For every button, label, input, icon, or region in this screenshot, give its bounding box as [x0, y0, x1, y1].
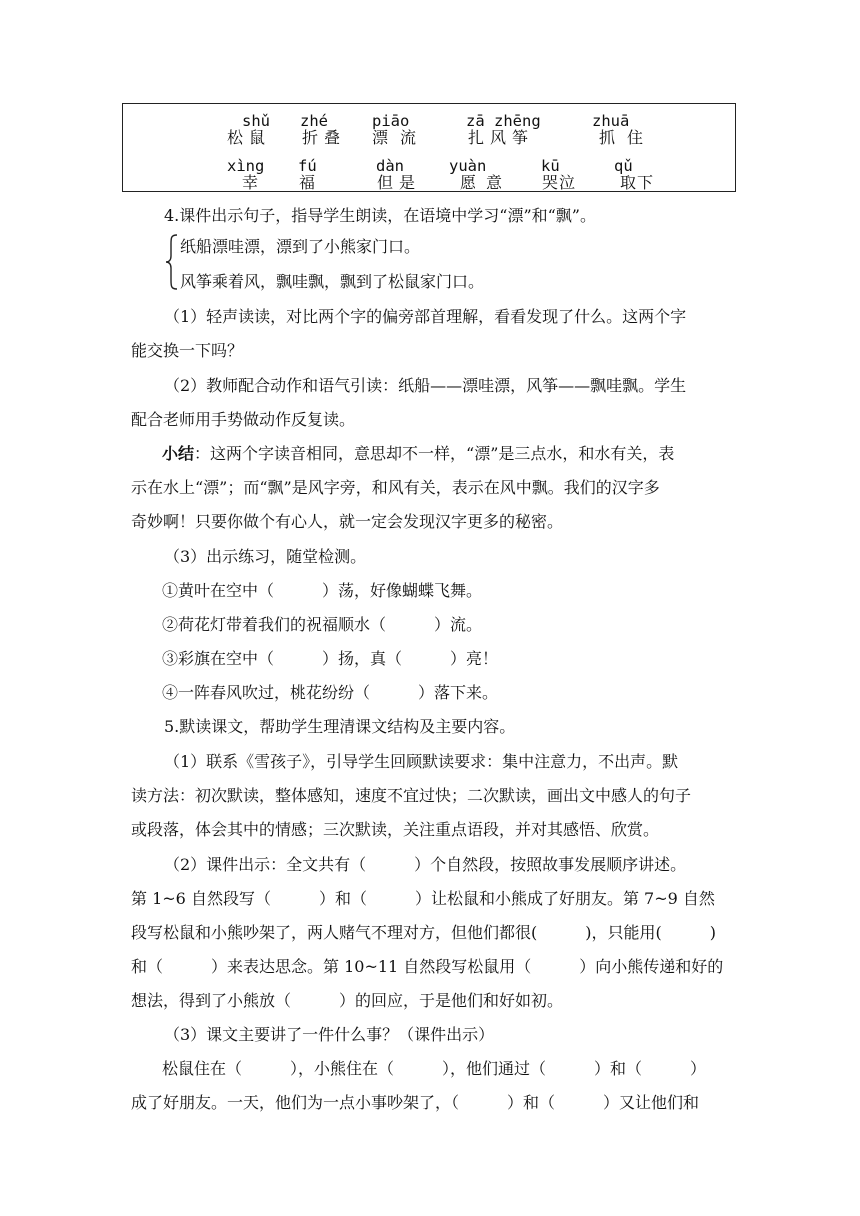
hanzi-kuqi: 哭泣: [542, 173, 577, 192]
para-1-line-1: （1）轻声读读，对比两个字的偏旁部首理解，看看发现了什么。这两个字: [164, 307, 687, 326]
q2-line-1: （2）课件出示：全文共有（ ）个自然段，按照故事发展顺序讲述。: [164, 855, 687, 874]
exercise-1: ①黄叶在空中（ ）荡，好像蝴蝶飞舞。: [162, 581, 483, 600]
hanzi-fu: 福: [299, 173, 318, 192]
exercise-4: ④一阵春风吹过，桃花纷纷（ ）落下来。: [162, 683, 499, 702]
q1-line-3: 或段落，体会其中的情感；三次默读，关注重点语段，并对其感悟、欣赏。: [131, 820, 660, 839]
para-1-line-2: 能交换一下吗？: [131, 341, 244, 360]
pinyin-xing: xìng: [227, 157, 265, 175]
hanzi-songshu: 松鼠: [227, 128, 272, 147]
q2-line-3: 段写松鼠和小熊吵架了，两人赌气不理对方，但他们都很( )，只能用( ): [131, 923, 716, 942]
heading-5: 5.默读课文，帮助学生理清课文结构及主要内容。: [164, 717, 516, 736]
summary-line-3: 奇妙啊！只要你做个有心人，就一定会发现汉字更多的秘密。: [131, 512, 564, 531]
hanzi-yuanyi: 愿意: [460, 173, 513, 192]
main-content-line-1: 松鼠住在（ ），小熊住在（ ），他们通过（ ）和（ ）: [162, 1059, 707, 1078]
pinyin-zhua: zhuā: [592, 112, 630, 130]
summary-text: ：这两个字读音相同，意思却不一样，“漂”是三点水，和水有关，表: [194, 444, 675, 463]
heading-4: 4.课件出示句子，指导学生朗读，在语境中学习“漂”和“飘”。: [164, 206, 596, 225]
pinyin-table: [122, 103, 736, 192]
q1-line-1: （1）联系《雪孩子》，引导学生回顾默读要求：集中注意力，不出声。默: [164, 752, 679, 771]
exercise-3: ③彩旗在空中（ ）扬，真（ ）亮！: [162, 649, 499, 668]
q2-line-2: 第 1~6 自然段写（ ）和（ ）让松鼠和小熊成了好朋友。第 7~9 自然: [131, 889, 715, 908]
q2-line-4: 和（ ）来表达思念。第 10~11 自然段写松鼠用（ ）向小熊传递和好的: [131, 957, 724, 976]
para-3: （3）出示练习，随堂检测。: [164, 547, 367, 566]
brace-icon: [165, 234, 179, 290]
q3: （3）课文主要讲了一件什么事？（课件出示）: [164, 1025, 495, 1044]
pinyin-dan: dàn: [376, 157, 404, 175]
q2-line-5: 想法，得到了小熊放（ ）的回应，于是他们和好如初。: [131, 991, 564, 1010]
hanzi-zhuazhu: 抓住: [599, 128, 656, 147]
para-2-line-1: （2）教师配合动作和语气引读：纸船——漂哇漂，风筝——飘哇飘。学生: [164, 376, 687, 395]
pinyin-qu: qǔ: [614, 157, 633, 175]
sentence-1: 纸船漂哇漂，漂到了小熊家门口。: [180, 237, 421, 256]
pinyin-piao: piāo: [372, 112, 410, 130]
hanzi-zhafengzheng: 扎风筝: [468, 128, 535, 147]
exercise-2: ②荷花灯带着我们的祝福顺水（ ）流。: [162, 615, 483, 634]
sentence-2: 风筝乘着风，飘哇飘，飘到了松鼠家门口。: [180, 272, 485, 291]
main-content-line-2: 成了好朋友。一天，他们为一点小事吵架了，（ ）和（ ）又让他们和: [131, 1093, 700, 1112]
pinyin-yuan: yuàn: [449, 157, 487, 175]
summary-line-2: 示在水上“漂”；而“飘”是风字旁，和风有关，表示在风中飘。我们的汉字多: [131, 478, 660, 497]
summary-line-1: [162, 446, 674, 462]
pinyin-za-zheng: zā zhēng: [466, 112, 541, 130]
hanzi-zhedie: 折叠: [302, 128, 347, 147]
pinyin-zhe: zhé: [300, 112, 328, 130]
summary-label: 小结: [162, 444, 195, 463]
hanzi-xing: 幸: [242, 173, 261, 192]
para-2-line-2: 配合老师用手势做动作反复读。: [131, 410, 356, 429]
pinyin-fu: fú: [298, 157, 317, 175]
pinyin-ku: kū: [541, 157, 560, 175]
pinyin-shu: shǔ: [242, 112, 270, 130]
hanzi-danshi: 但是: [377, 173, 422, 192]
hanzi-quxia: 取下: [620, 173, 655, 192]
hanzi-piaoliu: 漂流: [372, 128, 429, 147]
q1-line-2: 读方法：初次默读，整体感知，速度不宜过快；二次默读，画出文中感人的句子: [131, 786, 692, 805]
